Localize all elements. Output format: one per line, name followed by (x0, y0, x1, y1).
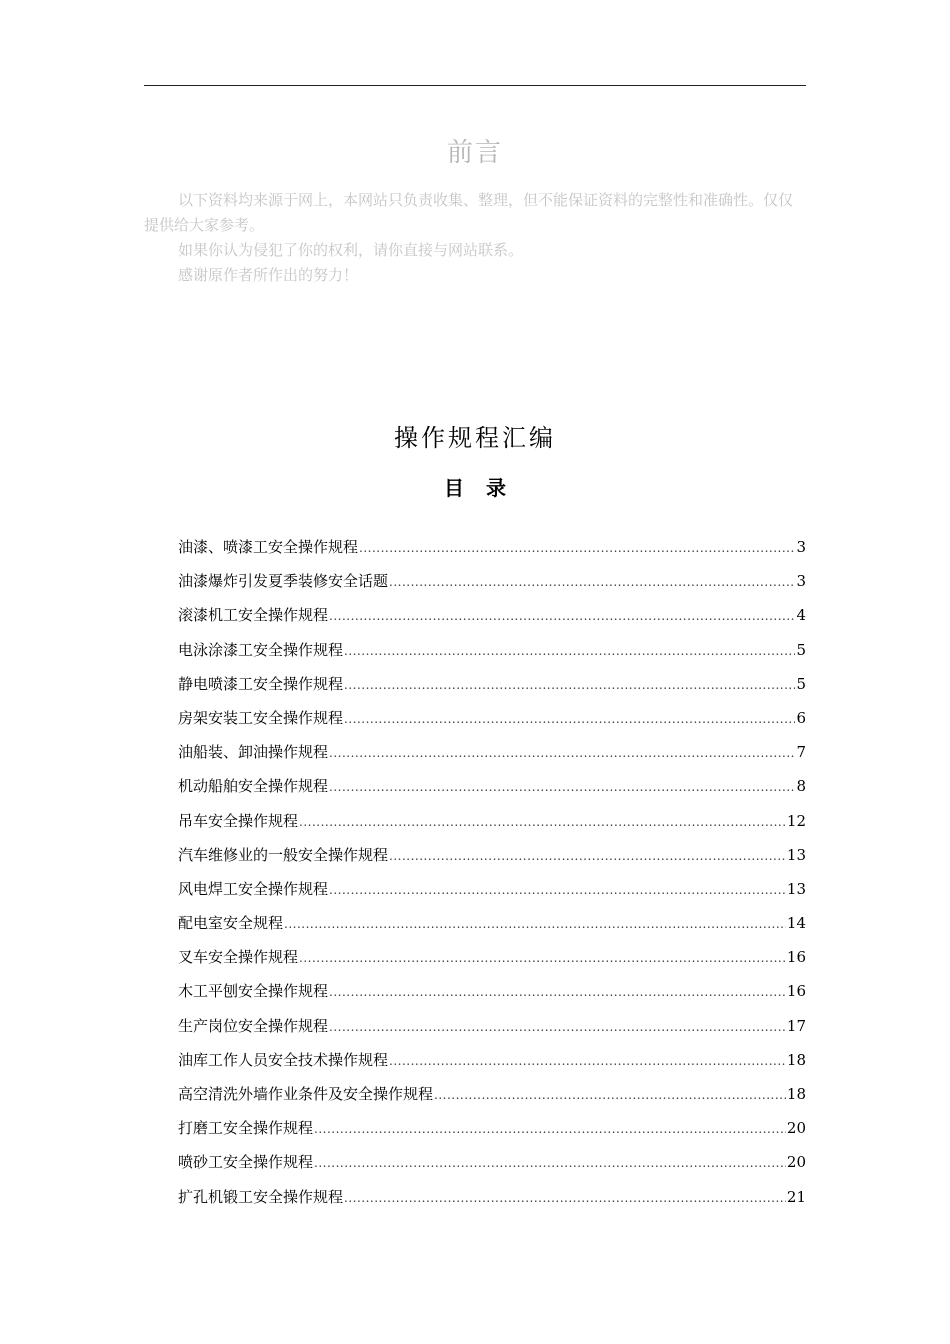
toc-entry-label: 配电室安全规程 (178, 914, 284, 933)
toc-entry[interactable] (178, 978, 806, 1012)
toc-dot-leader (299, 809, 786, 835)
toc-entry-label: 汽车维修业的一般安全操作规程 (178, 845, 389, 864)
toc-dot-leader (344, 706, 795, 732)
toc-entry-label: 油漆、喷漆工安全操作规程 (178, 538, 359, 556)
toc-dot-leader (329, 740, 795, 766)
toc-entry-label: 高空清洗外墙作业条件及安全操作规程 (178, 1085, 434, 1103)
preface-paragraph: 如果你认为侵犯了你的权利，请你直接与网站联系。 (178, 241, 524, 259)
toc-dot-leader (329, 979, 786, 1005)
toc-entry-label: 风电焊工安全操作规程 (178, 879, 329, 898)
toc-entry[interactable] (178, 739, 806, 773)
toc-entry-page-number: 3 (796, 572, 806, 591)
toc-entry[interactable] (178, 1047, 806, 1081)
toc-entry-page-number: 6 (796, 708, 806, 727)
toc-dot-leader (344, 1185, 786, 1211)
toc-entry[interactable] (178, 705, 806, 739)
toc-entry-page-number: 13 (786, 845, 806, 864)
preface-paragraph: 感谢原作者所作出的努力！ (178, 266, 359, 284)
document-title: 操作规程汇编 (394, 424, 556, 452)
toc-entry-label: 滚漆机工安全操作规程 (178, 606, 329, 625)
toc-dot-leader (389, 569, 795, 595)
toc-entry-page-number: 20 (786, 1153, 806, 1172)
toc-entry[interactable] (178, 876, 806, 910)
toc-entry-page-number: 8 (796, 777, 806, 796)
toc-entry-page-number: 16 (786, 948, 806, 967)
toc-entry[interactable] (178, 1184, 806, 1218)
toc-entry[interactable] (178, 671, 806, 705)
table-of-contents (178, 534, 806, 1218)
toc-dot-leader (344, 638, 795, 664)
toc-entry-page-number: 4 (796, 606, 806, 625)
toc-dot-leader (329, 603, 795, 629)
toc-dot-leader (389, 1048, 786, 1074)
toc-heading: 目录 (444, 476, 528, 500)
toc-entry-page-number: 18 (786, 1085, 806, 1103)
toc-entry[interactable] (178, 637, 806, 671)
toc-dot-leader (329, 877, 786, 903)
toc-dot-leader (314, 1116, 786, 1142)
toc-dot-leader (344, 672, 795, 698)
preface-body (144, 188, 806, 288)
toc-dot-leader (284, 911, 786, 937)
toc-entry-page-number: 5 (796, 674, 806, 693)
toc-entry-page-number: 17 (786, 1016, 806, 1035)
preface-title: 前言 (446, 138, 503, 168)
toc-entry-label: 油船装、卸油操作规程 (178, 743, 329, 762)
toc-entry-label: 房架安装工安全操作规程 (178, 708, 344, 727)
toc-entry[interactable] (178, 1115, 806, 1149)
header-rule (144, 85, 806, 86)
toc-entry-page-number: 13 (786, 879, 806, 898)
toc-entry-page-number: 7 (796, 743, 806, 762)
toc-entry-label: 喷砂工安全操作规程 (178, 1153, 314, 1172)
toc-dot-leader (329, 774, 795, 800)
toc-dot-leader (314, 1150, 786, 1176)
toc-entry[interactable] (178, 808, 806, 842)
toc-entry-label: 吊车安全操作规程 (178, 811, 299, 830)
toc-dot-leader (329, 1014, 786, 1040)
toc-dot-leader (359, 535, 795, 561)
toc-dot-leader (299, 945, 786, 971)
toc-entry-label: 静电喷漆工安全操作规程 (178, 674, 344, 693)
toc-entry-page-number: 21 (786, 1187, 806, 1206)
toc-entry-page-number: 5 (796, 640, 806, 659)
toc-entry-page-number: 20 (786, 1119, 806, 1138)
toc-entry[interactable] (178, 910, 806, 944)
toc-entry[interactable] (178, 534, 806, 568)
toc-entry-label: 扩孔机锻工安全操作规程 (178, 1187, 344, 1206)
toc-entry-label: 打磨工安全操作规程 (178, 1119, 314, 1138)
toc-entry-label: 电泳涂漆工安全操作规程 (178, 640, 344, 659)
toc-entry-label: 叉车安全操作规程 (178, 948, 299, 967)
toc-entry-page-number: 3 (796, 538, 806, 556)
toc-entry-page-number: 16 (786, 982, 806, 1001)
toc-entry-label: 机动船舶安全操作规程 (178, 777, 329, 796)
toc-entry[interactable] (178, 944, 806, 978)
toc-dot-leader (434, 1082, 786, 1108)
toc-entry-label: 生产岗位安全操作规程 (178, 1016, 329, 1035)
toc-entry-page-number: 18 (786, 1050, 806, 1069)
toc-entry-label: 油漆爆炸引发夏季装修安全话题 (178, 572, 389, 591)
toc-entry[interactable] (178, 568, 806, 602)
preface-paragraph: 以下资料均来源于网上，本网站只负责收集、整理，但不能保证资料的完整性和准确性。仅仅提供给大家参考。 (144, 191, 794, 234)
toc-entry[interactable] (178, 842, 806, 876)
toc-entry[interactable] (178, 1081, 806, 1115)
toc-entry[interactable] (178, 773, 806, 807)
toc-entry[interactable] (178, 1149, 806, 1183)
toc-entry-label: 油库工作人员安全技术操作规程 (178, 1050, 389, 1069)
toc-entry[interactable] (178, 1013, 806, 1047)
toc-entry-page-number: 12 (786, 811, 806, 830)
toc-entry-page-number: 14 (786, 914, 806, 933)
toc-entry[interactable] (178, 602, 806, 636)
toc-entry-label: 木工平刨安全操作规程 (178, 982, 329, 1001)
toc-dot-leader (389, 843, 786, 869)
